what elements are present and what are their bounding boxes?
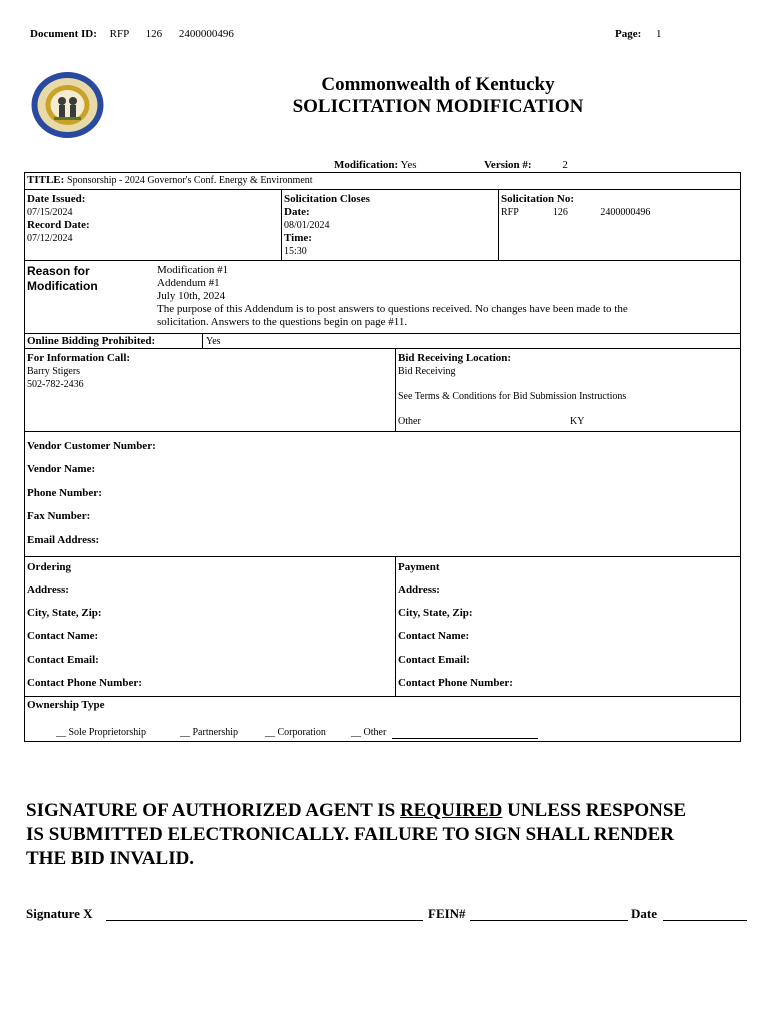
ownership-option-other[interactable]: __ Other: [351, 727, 387, 738]
title-label: TITLE:: [27, 174, 65, 186]
divider: [281, 189, 282, 260]
date-issued-block: [27, 193, 90, 245]
solicitation-number-label: Solicitation No:: [501, 193, 575, 205]
divider: [24, 556, 741, 557]
version-label: Version #:: [484, 159, 532, 171]
reason-line: Modification #1: [157, 264, 229, 276]
modification-row: [334, 159, 417, 171]
form-frame: [24, 172, 741, 742]
divider: [395, 556, 396, 696]
signature-label: Signature X: [26, 906, 93, 921]
closes-time-label: Time:: [284, 232, 312, 244]
signature-notice-line3: THE BID INVALID.: [26, 848, 195, 869]
divider: [202, 333, 203, 348]
signature-notice-part1: SIGNATURE OF AUTHORIZED AGENT IS: [26, 800, 400, 821]
bid-location-name: Bid Receiving: [398, 366, 456, 377]
payment-city-label: City, State, Zip:: [398, 607, 473, 619]
solicitation-number-block: [501, 193, 650, 219]
payment-contact-email-label: Contact Email:: [398, 654, 470, 666]
vendor-fax-label: Fax Number:: [27, 510, 91, 522]
divider: [24, 333, 741, 334]
signature-notice-line2: IS SUBMITTED ELECTRONICALLY. FAILURE TO SIGN SHALL RENDER: [26, 824, 674, 845]
record-date-label: Record Date:: [27, 219, 90, 231]
kentucky-state-seal-icon: [30, 70, 105, 140]
document-number: 2400000496: [178, 28, 234, 40]
reason-line: solicitation. Answers to the questions begin on page #11.: [157, 316, 408, 328]
ownership-type-label: Ownership Type: [27, 699, 105, 711]
signature-notice: [26, 799, 761, 871]
solicitation-type: RFP: [501, 207, 519, 218]
date-label: Date: [631, 906, 657, 921]
payment-contact-name-label: Contact Name:: [398, 630, 470, 642]
document-dept: 126: [145, 28, 163, 40]
modification-value: Yes: [400, 159, 417, 171]
fein-label: FEIN#: [428, 906, 466, 921]
vendor-phone-label: Phone Number:: [27, 487, 102, 499]
page-title: Commonwealth of Kentucky: [321, 74, 555, 95]
ordering-city-label: City, State, Zip:: [27, 607, 102, 619]
solicitation-closes-block: [284, 193, 370, 258]
closes-label: Solicitation Closes: [284, 193, 370, 205]
payment-heading: Payment: [398, 561, 440, 573]
ordering-contact-phone-label: Contact Phone Number:: [27, 677, 142, 689]
divider: [24, 260, 741, 261]
page-subtitle: SOLICITATION MODIFICATION: [292, 96, 584, 117]
ordering-contact-email-label: Contact Email:: [27, 654, 99, 666]
divider: [24, 189, 741, 190]
version-value: 2: [562, 159, 568, 171]
vendor-customer-number-label: Vendor Customer Number:: [27, 440, 156, 452]
date-issued-label: Date Issued:: [27, 193, 86, 205]
divider: [24, 348, 741, 349]
version-row: [484, 159, 568, 171]
reason-line: Addendum #1: [157, 277, 220, 289]
payment-address-label: Address:: [398, 584, 440, 596]
solicitation-number: 2400000496: [600, 207, 651, 218]
reason-label: [27, 264, 98, 294]
online-bidding-label: Online Bidding Prohibited:: [27, 335, 156, 347]
divider: [24, 431, 741, 432]
bid-location-city: Other: [398, 416, 421, 427]
document-id-row: [30, 28, 234, 40]
information-call-block: [27, 352, 130, 391]
closes-time-value: 15:30: [284, 246, 307, 257]
reason-label-line1: Reason for: [27, 264, 90, 278]
bid-receiving-block: [398, 352, 738, 428]
reason-text: [157, 264, 737, 329]
online-bidding-value: Yes: [206, 336, 221, 347]
vendor-name-label: Vendor Name:: [27, 463, 96, 475]
ownership-option-sole-proprietorship[interactable]: __ Sole Proprietorship: [56, 727, 146, 738]
ownership-other-line[interactable]: [392, 738, 538, 739]
divider: [24, 696, 741, 697]
page-number: 1: [656, 28, 662, 40]
date-issued-value: 07/15/2024: [27, 207, 73, 218]
document-type: RFP: [109, 28, 129, 40]
solicitation-dept: 126: [552, 207, 568, 218]
modification-label: Modification:: [334, 159, 399, 171]
closes-date-label: Date:: [284, 206, 310, 218]
signature-notice-required: REQUIRED: [399, 800, 503, 821]
page-indicator: [615, 28, 662, 40]
fein-input-line[interactable]: [470, 920, 628, 921]
document-id-label: Document ID:: [30, 28, 97, 40]
bid-location-note: See Terms & Conditions for Bid Submission Instructions: [398, 391, 627, 402]
reason-line: July 10th, 2024: [157, 290, 226, 302]
info-call-name: Barry Stigers: [27, 366, 81, 377]
signature-input-line[interactable]: [106, 920, 423, 921]
ownership-option-partnership[interactable]: __ Partnership: [180, 727, 239, 738]
payment-contact-phone-label: Contact Phone Number:: [398, 677, 513, 689]
ordering-contact-name-label: Contact Name:: [27, 630, 99, 642]
date-input-line[interactable]: [663, 920, 747, 921]
bid-location-state: KY: [570, 416, 585, 427]
ordering-address-label: Address:: [27, 584, 69, 596]
closes-date-value: 08/01/2024: [284, 220, 330, 231]
ordering-heading: Ordering: [27, 561, 71, 573]
info-call-phone: 502-782-2436: [27, 379, 84, 390]
reason-line: The purpose of this Addendum is to post answers to questions received. No changes have been made to the: [157, 303, 628, 315]
reason-label-line2: Modification: [27, 279, 98, 293]
divider: [498, 189, 499, 260]
divider: [395, 348, 396, 431]
title-value: Sponsorship - 2024 Governor's Conf. Energy & Environment: [67, 175, 313, 186]
bid-location-label: Bid Receiving Location:: [398, 352, 512, 364]
record-date-value: 07/12/2024: [27, 233, 73, 244]
solicitation-title-row: [27, 174, 313, 186]
info-call-label: For Information Call:: [27, 352, 131, 364]
page-label: Page:: [615, 28, 642, 40]
ownership-option-corporation[interactable]: __ Corporation: [265, 727, 326, 738]
vendor-email-label: Email Address:: [27, 534, 100, 546]
signature-notice-part2: UNLESS RESPONSE: [502, 800, 687, 821]
